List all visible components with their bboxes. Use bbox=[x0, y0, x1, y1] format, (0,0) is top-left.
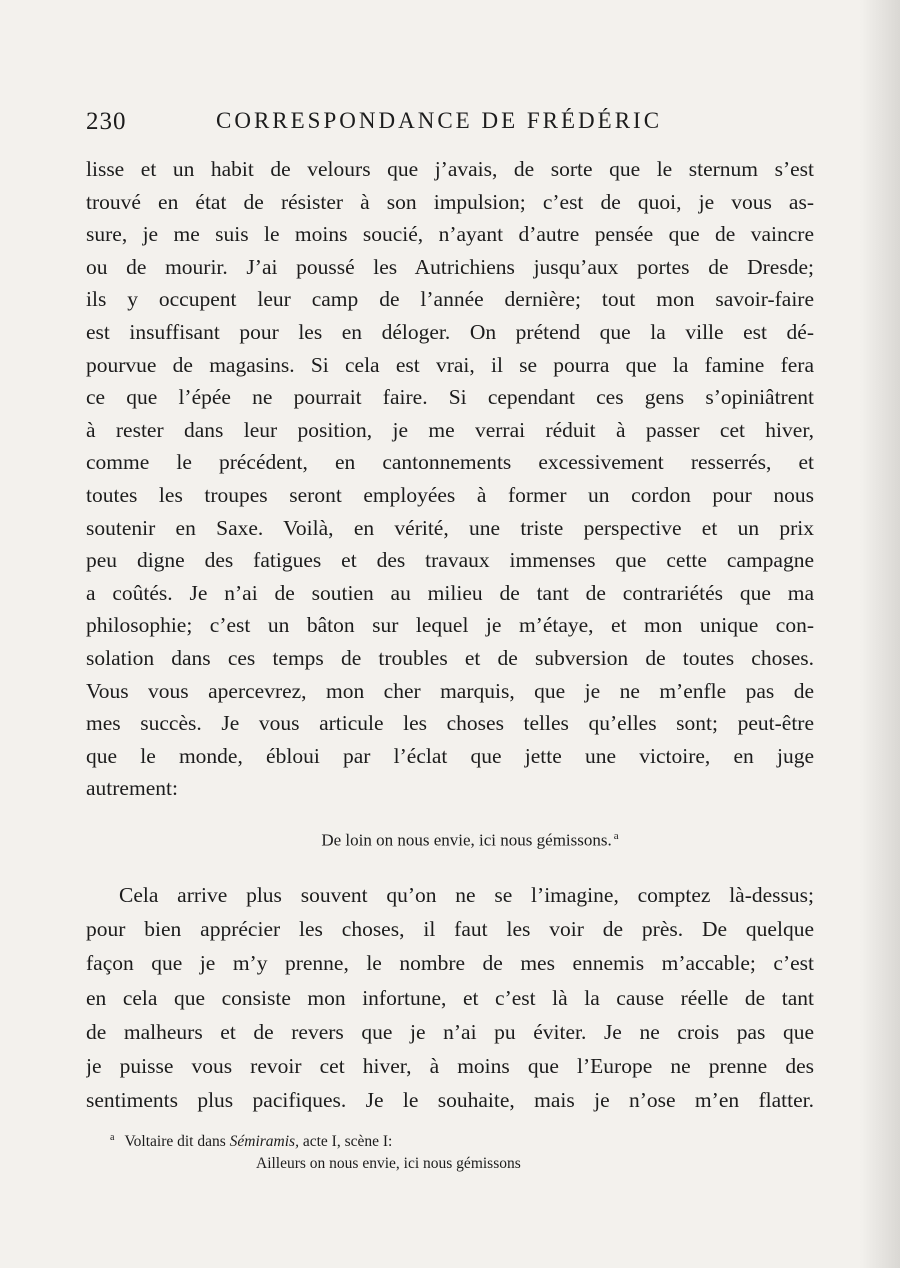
text-line: mes succès. Je vous articule les choses telles qu’elles sont; peut-être bbox=[86, 711, 814, 736]
text-line: a coûtés. Je n’ai de soutien au milieu de tant de contrariétés que ma bbox=[86, 580, 814, 605]
text-line: solation dans ces temps de troubles et de subversion de toutes choses. bbox=[86, 645, 814, 670]
text-line: à rester dans leur position, je me verrai réduit à passer cet hiver, bbox=[86, 417, 814, 442]
verse-text: De loin on nous envie, ici nous gémissons. bbox=[321, 830, 612, 850]
text-line: soutenir en Saxe. Voilà, en vérité, une triste perspective et un prix bbox=[86, 515, 814, 540]
verse-quote bbox=[86, 830, 814, 851]
running-title: CORRESPONDANCE DE FRÉDÉRIC bbox=[216, 108, 663, 133]
text-line: lisse et un habit de velours que j’avais, de sorte que le sternum s’est bbox=[86, 157, 814, 181]
text-line: philosophie; c’est un bâton sur lequel je m’étaye, et mon unique con- bbox=[86, 613, 814, 638]
text-line: façon que je m’y prenne, le nombre de mes ennemis m’accable; c’est bbox=[86, 951, 814, 976]
text-line: sentiments plus pacifiques. Je le souhaite, mais je n’ose m’en flatter. bbox=[86, 1088, 814, 1113]
text-line: comme le précédent, en cantonnements excessivement resserrés, et bbox=[86, 450, 814, 475]
text-line: ils y occupent leur camp de l’année dernière; tout mon savoir-faire bbox=[86, 287, 814, 312]
text-line: trouvé en état de résister à son impulsion; c’est de quoi, je vous as- bbox=[86, 189, 814, 214]
text-line: toutes les troupes seront employées à former un cordon pour nous bbox=[86, 482, 814, 507]
text-line: je puisse vous revoir cet hiver, à moins que l’Europe ne prenne des bbox=[86, 1054, 814, 1079]
text-line: ce que l’épée ne pourrait faire. Si cependant ces gens s’opiniâtrent bbox=[86, 385, 814, 410]
paragraph-2 bbox=[86, 878, 814, 1117]
text-line: ou de mourir. J’ai poussé les Autrichiens jusqu’aux portes de Dresde; bbox=[86, 254, 814, 279]
text-line: de malheurs et de revers que je n’ai pu éviter. Je ne crois pas que bbox=[86, 1019, 814, 1044]
text-line: Cela arrive plus souvent qu’on ne se l’imagine, comptez là-dessus; bbox=[119, 883, 814, 907]
footnote-text: acte I, scène I: bbox=[302, 1133, 393, 1151]
footnote-work-title: Sémiramis, bbox=[229, 1133, 299, 1151]
footnote bbox=[86, 1127, 814, 1175]
text-line: peu digne des fatigues et des travaux immenses que cette campagne bbox=[86, 548, 814, 573]
text-line: Vous vous apercevrez, mon cher marquis, que je ne m’enfle pas de bbox=[86, 678, 814, 703]
footnote-marker: a bbox=[110, 1132, 115, 1143]
footnote-line-1 bbox=[86, 1127, 814, 1153]
text-line: sure, je me suis le moins soucié, n’ayant d’autre pensée que de vaincre bbox=[86, 222, 814, 247]
text-line: que le monde, ébloui par l’éclat que jette une victoire, en juge bbox=[86, 743, 814, 768]
text-line: autrement: bbox=[86, 776, 178, 801]
text-line: pourvue de magasins. Si cela est vrai, il se pourra que la famine fera bbox=[86, 352, 814, 377]
page-edge-shadow bbox=[860, 0, 900, 1268]
text-line: pour bien apprécier les choses, il faut les voir de près. De quelque bbox=[86, 917, 814, 942]
page-number: 230 bbox=[86, 108, 127, 135]
footnote-reference: a bbox=[613, 830, 619, 842]
footnote-line-2: Ailleurs on nous envie, ici nous gémissons bbox=[256, 1155, 521, 1173]
footnote-text: Voltaire dit dans bbox=[124, 1133, 226, 1151]
text-line: en cela que consiste mon infortune, et c’est là la cause réelle de tant bbox=[86, 985, 814, 1010]
page-header bbox=[86, 108, 816, 138]
paragraph-1 bbox=[86, 153, 814, 805]
text-line: est insuffisant pour les en déloger. On prétend que la ville est dé- bbox=[86, 319, 814, 344]
